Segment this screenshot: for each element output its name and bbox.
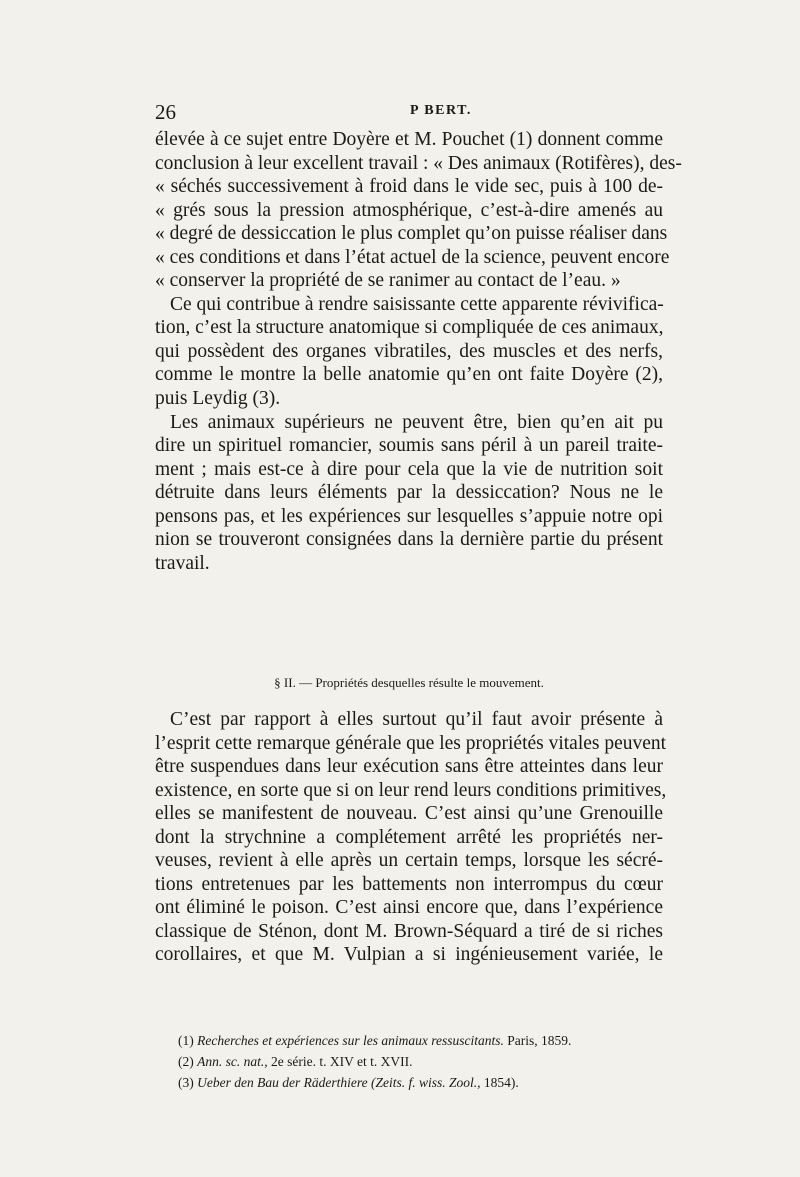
text-line: détruite dans leurs éléments par la dessiccation? Nous ne le [155, 482, 663, 504]
text-line: être suspendues dans leur exécution sans être atteintes dans leur [155, 756, 663, 778]
text-line: ont éliminé le poison. C’est ainsi encore que, dans l’expérience [155, 897, 663, 919]
footnote-details: 2e série. t. XIV et t. XVII. [267, 1054, 413, 1069]
text-line: tion, c’est la structure anatomique si compliquée de ces animaux, [155, 317, 664, 339]
footnotes [178, 1030, 668, 1093]
page-header [155, 100, 660, 130]
text-line: classique de Sténon, dont M. Brown-Séquard a tiré de si riches [155, 920, 663, 942]
text-line: Ce qui contribue à rendre saisissante cette apparente révivifica- [170, 293, 664, 315]
text-line: nion se trouveront consignées dans la dernière partie du présent [155, 529, 663, 551]
text-line: comme le montre la belle anatomie qu’en ont faite Doyère (2), [155, 364, 663, 386]
footnote-3 [178, 1072, 668, 1093]
text-line: qui possèdent des organes vibratiles, des muscles et des nerfs, [155, 340, 663, 362]
footnote-number: (2) [178, 1054, 194, 1069]
footnote-details: Paris, 1859. [503, 1033, 572, 1048]
footnote-details: 1854). [480, 1075, 519, 1090]
main-text [155, 128, 682, 575]
text-line: élevée à ce sujet entre Doyère et M. Pouchet (1) donnent comme [155, 129, 663, 150]
paragraph-2 [155, 293, 663, 411]
page-number: 26 [155, 100, 176, 124]
text-line: elles se manifestent de nouveau. C’est ainsi qu’une Grenouille [155, 803, 663, 825]
paragraph-1 [155, 128, 682, 293]
text-line: conclusion à leur excellent travail : « Des animaux (Rotifères), des- [155, 152, 682, 174]
text-line: C’est par rapport à elles surtout qu’il faut avoir présente à [170, 709, 663, 730]
paragraph-4 [155, 708, 667, 967]
text-line: ment ; mais est-ce à dire pour cela que la vie de nutrition soit [155, 458, 663, 480]
text-line: existence, en sorte que si on leur rend leurs conditions primitives, [155, 779, 667, 801]
text-line: Les animaux supérieurs ne peuvent être, bien qu’en ait pu [170, 411, 663, 433]
text-line: « degré de dessiccation le plus complet qu’on puisse réaliser dans [155, 223, 668, 245]
text-line: « ces conditions et dans l’état actuel de la science, peuvent encore [155, 246, 670, 268]
text-line: veuses, revient à elle après un certain temps, lorsque les sécré- [155, 850, 663, 872]
text-line: dont la strychnine a complétement arrêté les propriétés ner- [155, 826, 663, 848]
text-line: tions entretenues par les battements non interrompus du cœur [155, 873, 663, 895]
main-text-continued [155, 708, 667, 967]
text-line: l’esprit cette remarque générale que les propriétés vitales peuvent [155, 732, 667, 754]
footnote-title: Ueber den Bau der Räderthiere (Zeits. f. wiss. Zool., [197, 1075, 481, 1090]
paragraph-3 [155, 411, 663, 576]
text-line: corollaires, et que M. Vulpian a si ingénieusement variée, le [155, 944, 663, 966]
running-head: P BERT. [410, 103, 472, 118]
section-heading: § II. — Propriétés desquelles résulte le mouvement. [274, 675, 544, 690]
text-line: dire un spirituel romancier, soumis sans péril à un pareil traite- [155, 435, 663, 457]
text-line: « séchés successivement à froid dans le vide sec, puis à 100 de- [155, 176, 663, 198]
text-line: pensons pas, et les expériences sur lesquelles s’appuie notre opi [155, 505, 663, 527]
footnote-title: Ann. sc. nat., [197, 1054, 268, 1069]
text-line: travail. [155, 552, 210, 574]
text-line: puis Leydig (3). [155, 388, 281, 410]
footnote-number: (3) [178, 1075, 194, 1090]
text-line: « grés sous la pression atmosphérique, c’est-à-dire amenés au [155, 199, 663, 221]
text-line: « conserver la propriété de se ranimer au contact de l’eau. » [155, 270, 621, 292]
footnote-1 [178, 1030, 668, 1051]
footnote-title: Recherches et expériences sur les animaux ressuscitants. [197, 1033, 504, 1048]
footnote-2 [178, 1051, 668, 1072]
footnote-number: (1) [178, 1033, 194, 1048]
